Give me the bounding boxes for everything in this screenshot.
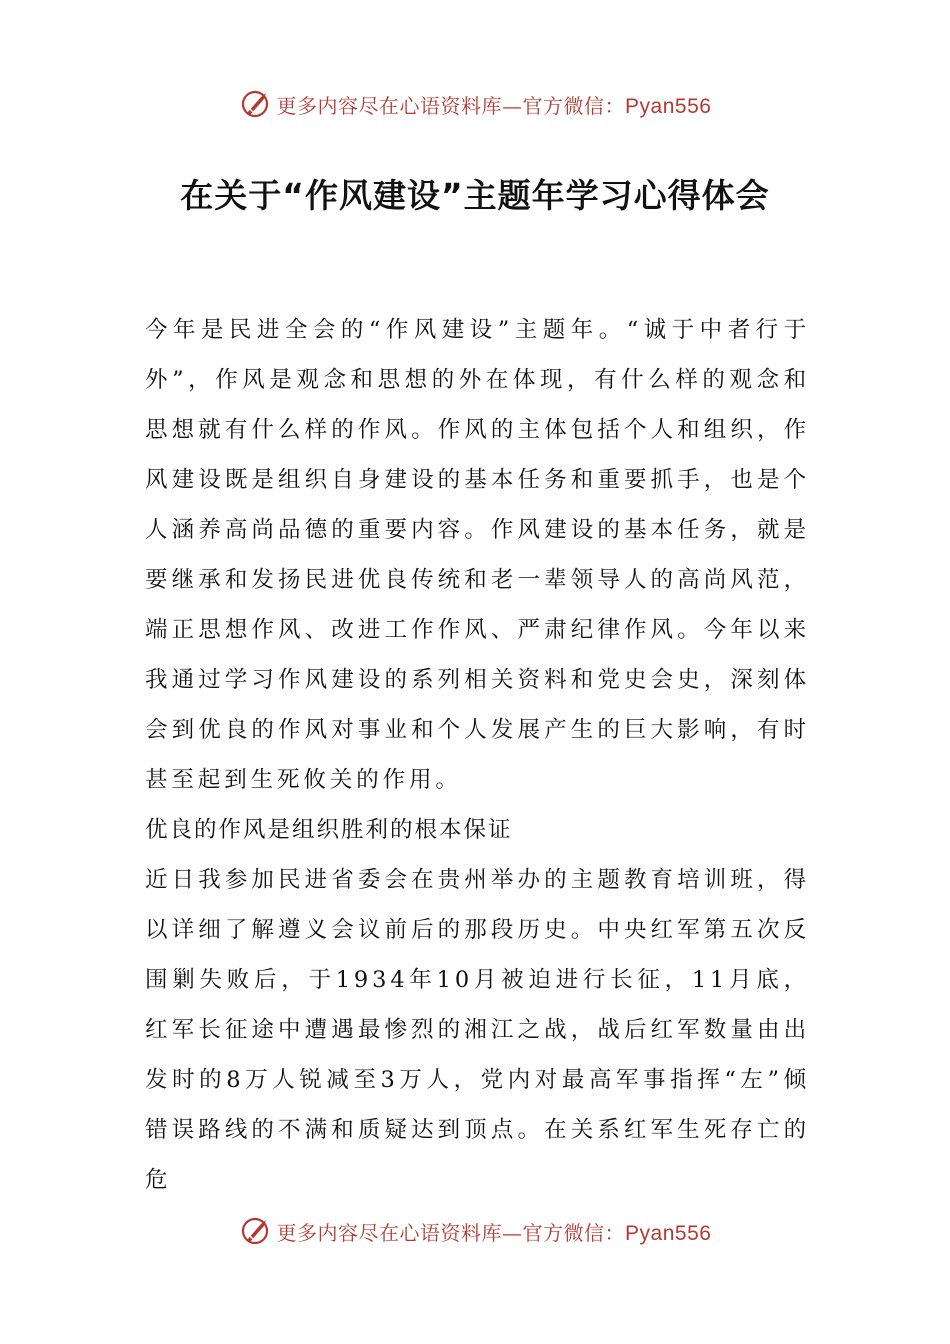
paragraph-intro: 今年是民进全会的“作风建设”主题年。“诚于中者行于外”，作风是观念和思想的外在体现，有什么样的观念和思想就有什么样的作风。作风的主体包括个人和组织，作风建设既是组织自身建设的基本任务和重要抓手，也是个人涵养高尚品德的重要内容。作风建设的基本任务，就是要继承和发扬民进优良传统和老一辈领导人的高尚风范，端正思想作风、改进工作作风、严肃纪律作风。今年以来我通过学习作风建设的系列相关资料和党史会史，深刻体会到优良的作风对事业和个人发展产生的巨大影响，有时甚至起到生死攸关的作用。: [145, 317, 810, 793]
watermark-text: 更多内容尽在心语资料库—官方微信：Pyan556: [276, 93, 712, 118]
wechat-id: Pyan556: [625, 1221, 712, 1245]
pen-nib-logo-icon: [239, 1214, 273, 1248]
section-heading: 优良的作风是组织胜利的根本保证: [145, 817, 513, 843]
watermark-text: 更多内容尽在心语资料库—官方微信：Pyan556: [276, 1220, 712, 1245]
paragraph-history: 近日我参加民进省委会在贵州举办的主题教育培训班，得以详细了解遵义会议前后的那段历史。中央红军第五次反围剿失败后，于1934年10月被迫进行长征，11月底，红军长征途中遭遇最惨烈的湘江之战，战后红军数量由出发时的8万人锐减至3万人，党内对最高军事指挥“左”倾错误路线的不满和质疑达到顶点。在关系红军生死存亡的危: [145, 867, 810, 1193]
document-body: [145, 305, 810, 1205]
pen-nib-logo-icon: [239, 87, 273, 121]
watermark-banner-bottom: [0, 1211, 950, 1251]
watermark-banner-top: [0, 84, 950, 124]
wechat-id: Pyan556: [625, 94, 712, 118]
document-title: 在关于“作风建设”主题年学习心得体会: [180, 176, 770, 215]
